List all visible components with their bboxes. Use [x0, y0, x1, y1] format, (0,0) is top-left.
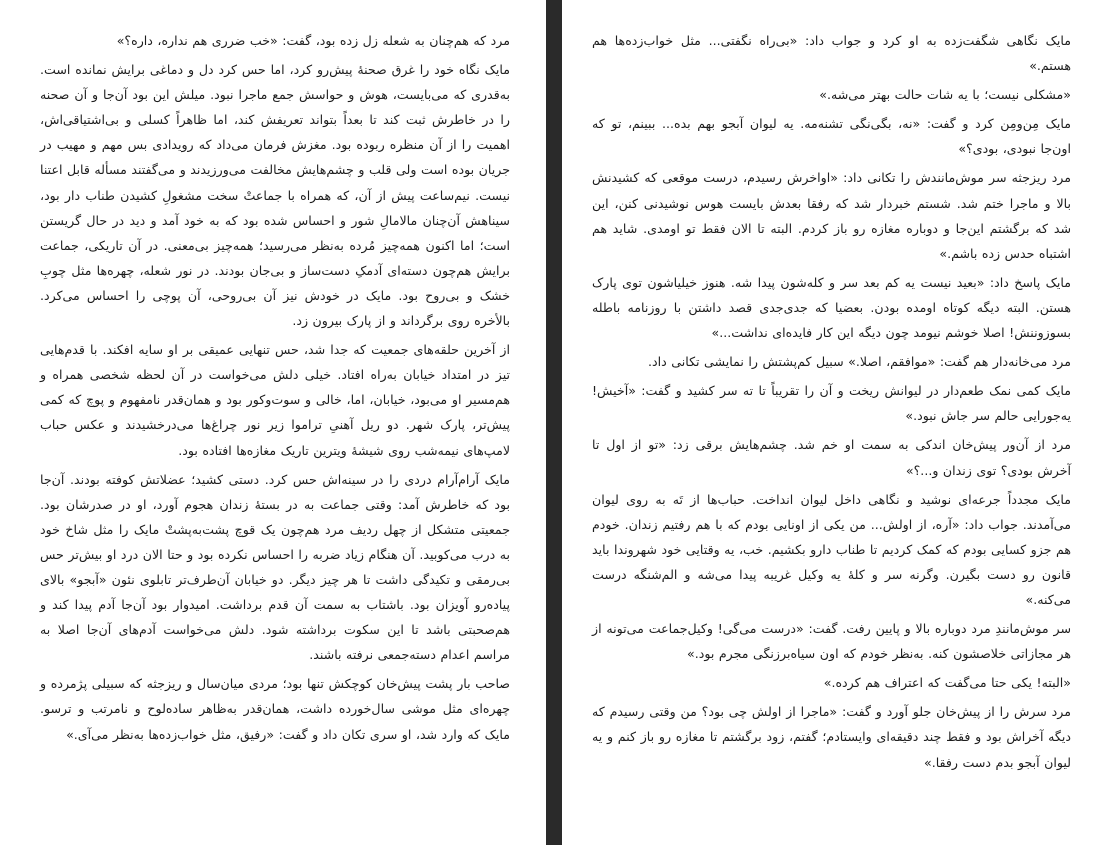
right-paragraph-8: مرد از آن‌ور پیش‌خان اندکی به سمت او خم شد. چشم‌هایش برقی زد: «تو از اول تا آخرش بودی؟ توی زندان و...؟»: [592, 437, 1071, 478]
right-paragraph-7: مایک کمی نمک طعم‌دار در لیوانش ریخت و آن را تقریباً تا ته سر کشید و گفت: «آخیش! یه‌جورایی حالم سر جاش نبود.»: [592, 383, 1071, 424]
right-paragraph-4: مرد ریزجثه سر موش‌مانندش را تکانی داد: «اواخرش رسیدم، درست موقعی که کشیدنش بالا و ماجرا ختم شد. شستم خبردار شد که رفقا بعدش بایست هوس نوشیدنی کنن، این شد که برگشتم این‌جا و دوباره مغازه رو باز کردم. البته تا الان فقط تو اومدی. شاید هم اشتباه حدس زده باشم.»: [592, 170, 1071, 261]
left-paragraph-3: از آخرین حلقه‌های جمعیت که جدا شد، حس تنهایی عمیقی بر او سایه افکند. با قدم‌هایی تیز در امتداد خیابان به‌راه افتاد. خیلی دلش می‌خواست در آن لحظه شخصی همراه و هم‌مسیر او می‌بود، خیابان، اما، خالی و سوت‌وکور بود و همان‌قدر نامفهوم و پوچ که کمی پیش‌تر، پارک شهر. دو ریل آهنیِ تراموا زیر نور چراغ‌ها می‌درخشیدند و عکس حباب لامپ‌های نیمه‌شب روی شیشهٔ ویترین تاریک مغازه‌ها افتاده بود.: [40, 342, 510, 458]
right-paragraph-12: مرد سرش را از پیش‌خان جلو آورد و گفت: «ماجرا از اولش چی بود؟ من وقتی رسیدم که دیگه آخراش بود و فقط چند دقیقه‌ای وایستادم؛ گفتم، زود برگشتم تا مغازه رو باز کنم و یه لیوان آبجو بدم دست رفقا.»: [592, 704, 1071, 770]
right-paragraph-2: «مشکلی نیست؛ با یه شات حالت بهتر می‌شه.»: [819, 87, 1071, 103]
left-paragraph-5: صاحب بار پشت پیش‌خان کوچکش تنها بود؛ مردی میان‌سال و ریزجثه که سبیلی پژمرده و چهره‌ای مثل موشی سال‌خورده داشت، همان‌قدر به‌ظاهر ساده‌لوح و نامرتب و ترسو. مایک که وارد شد، او سری تکان داد و گفت: «رفیق، مثل خواب‌زده‌ها به‌نظر می‌آی.»: [40, 676, 510, 742]
right-page: [562, 0, 1108, 845]
left-paragraph-1: مرد که هم‌چنان به شعله زل زده بود، گفت: «خب ضرری هم نداره، داره؟»: [116, 33, 510, 48]
right-paragraph-9: مایک مجدداً جرعه‌ای نوشید و نگاهی داخل لیوان انداخت. حباب‌ها از تَه به روی لیوان می‌آمدند. جواب داد: «آره، از اولش... من یکی از اونایی بودم که با هم رفتیم زندان. خودم هم جزو کسایی بودم که کمک کردیم تا طناب دارو بکشیم. خب، یه وقتایی خود شهروندا باید قانون رو دست بگیرن. وگرنه سر و کلهٔ یه وکیل غریبه پیدا می‌شه و الم‌شنگه درست می‌کنه.»: [592, 491, 1071, 607]
left-paragraph-4: مایک آرام‌آرام دردی را در سینه‌اش حس کرد. دستی کشید؛ عضلاتش کوفته بودند. آن‌جا بود که خاطرش آمد: وقتی جماعت به در بستهٔ زندان هجوم آورد، او در صدرشان بود. جمعیتی متشکل از چهل ردیف مرد هم‌چون یک قوچ پشت‌به‌پشتْ مایک را مثل شاخ خود به درب می‌کوبید. آن هنگام زیاد ضربه را احساس نکرده بود و حتا الان درد او بیش‌تر حس بی‌رمقی و تکیدگی داشت تا هر چیز دیگر. دو خیابان آن‌طرف‌تر تابلوی نئون «آبجو» بالای پیاده‌رو آویزان بود. باشتاب به سمت آن قدم برداشت. امیدوار بود آن‌جا آدم پیدا کند و هم‌صحبتی باشد تا این سکوت برداشته شود. دلش می‌خواست آدم‌های آن‌جا اصلا به مراسم اعدام دسته‌جمعی نرفته باشند.: [40, 471, 510, 663]
right-paragraph-10: سر موش‌مانندِ مرد دوباره بالا و پایین رفت. گفت: «درست می‌گی! وکیل‌جماعت می‌تونه از هر مجازاتی خلاصشون کنه. به‌نظر خودم که اون سیاه‌برزنگی مجرم بود.»: [592, 621, 1071, 662]
left-paragraph-2: مایک نگاه خود را غرق صحنهٔ پیش‌رو کرد، اما حس کرد دل و دماغی برایش نمانده است. به‌قدری که می‌بایست، هوش و حواسش جمع ماجرا نبود. میلش این بود آن‌جا و آن صحنه را در خاطرش ثبت کند تا بعداً بتواند تعریفش کند، اما ظاهراً کسلی و بی‌اشتیاقی‌اش، اهمیت را از آن منظره ربوده بود. مغزش فرمان می‌داد که رویدادی بس مهم و مهیب در جریان بوده است ولی قلب و چشم‌هایش مخالفت می‌ورزیدند و می‌گفتند مسأله قابل اعتنا نیست. نیم‌ساعت پیش از آن، که همراه با جماعتْ سخت مشغولِ کشیدن طناب دار بود، سیناهش آن‌چنان مالامالِ شور و احساس شده بود که به خود آمد و دید در حال گریستن است؛ اما اکنون همه‌چیز مُرده به‌نظر می‌رسید؛ همه‌چیز بی‌معنی. در آن تاریکی، جماعت برایش هم‌چون دسته‌ای آدمکِ دست‌ساز و بی‌جان بودند. در نور شعله، چهره‌ها مثل چوبِ خشک و بی‌روح بود. مایک در خودش نیز آن بی‌روحی، آن پوچی را احساس می‌کرد. بالأخره روی برگرداند و از پارک بیرون زد.: [40, 62, 510, 329]
page-gutter: [546, 0, 562, 845]
right-paragraph-3: مایک مِن‌ومِن کرد و گفت: «نه، بگی‌نگی تشنه‌مه. یه لیوان آبجو بهم بده... ببینم، تو که اون‌جا نبودی، بودی؟»: [592, 116, 1071, 157]
right-paragraph-5: مایک پاسخ داد: «بعید نیست یه کم بعد سر و کله‌شون پیدا شه. هنوز خیلیاشون توی پارک هستن. البته دیگه کوتاه اومده بودن. بعضیا که جدی‌جدی قصد داشتن با روزنامه باطله بسوزوننش! اصلا خوشم نیومد چون دیگه این کار فایده‌ای نداشت...»: [592, 274, 1071, 341]
left-page: [0, 0, 546, 845]
right-paragraph-6: مرد می‌خانه‌دار هم گفت: «موافقم، اصلا.» سبیل کم‌پشتش را نمایشی تکانی داد.: [648, 354, 1071, 370]
right-paragraph-11: «البته! یکی حتا می‌گفت که اعتراف هم کرده.»: [823, 675, 1071, 691]
right-paragraph-1: مایک نگاهی شگفت‌زده به او کرد و جواب داد: «بی‌راه نگفتی... مثل خواب‌زده‌ها هم هستم.»: [592, 33, 1071, 74]
